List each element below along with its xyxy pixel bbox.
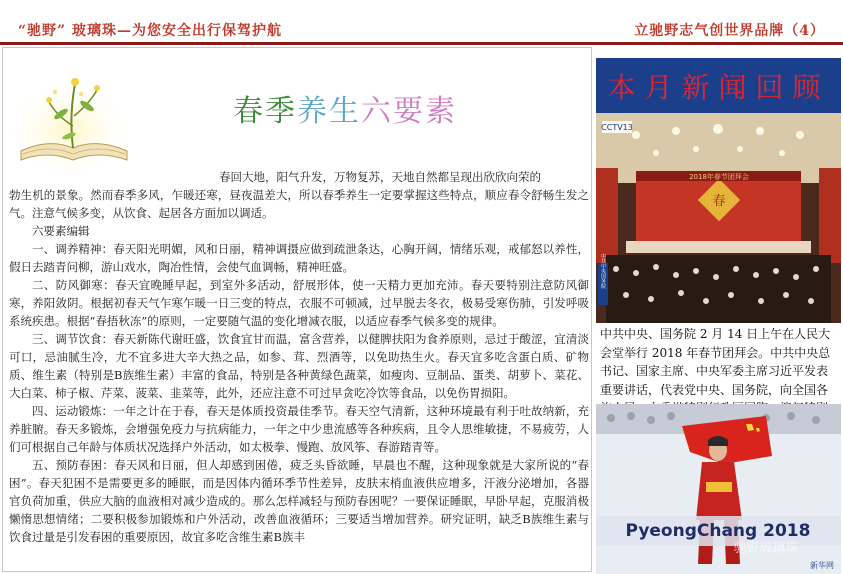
- news-photo-gala: [596, 113, 841, 323]
- article-title: [233, 86, 457, 130]
- section-heading: 六要素编辑: [32, 224, 90, 238]
- stage-banner-text: 2018年春节团拜会: [689, 173, 749, 181]
- article-paragraph: 五、预防春困：春天风和日丽，但人却感到困倦，疲乏头昏欲睡，早晨也不醒，这种现象就是大家所说的“春困”。春天犯困不是需要更多的睡眠，而是因体内循环季节性差异，皮肤末梢血液供应增多，汗液分泌增加，各器官负荷加重，供应大脑的血液相对减少造成的。那么怎样减轻与预防春困呢？一要保证睡眠，早卧早起，克服消极懒惰思想情绪；二要积极参加锻炼和户外活动，改善血液循环；三要适当增加营养。研究证明，缺乏B族维生素与饮食过量是引发春困的重要原因，故宜多吃含维生素B族丰: [9, 458, 589, 544]
- svg-text:春: 春: [712, 194, 726, 209]
- article-column: [2, 47, 592, 572]
- title-part-3: 六要素: [361, 94, 457, 129]
- olympic-scene: [596, 404, 841, 574]
- page-header: [0, 0, 843, 44]
- news-banner-title: 本月新闻回顾: [607, 70, 830, 104]
- article-paragraph: 三、调节饮食：春天新陈代谢旺盛，饮食宜甘而温，富含营养，以健脾扶阳为食养原则，忌过于酸涩，宜清淡可口，忌油腻生冷，尤不宜多进大辛大热之品，如参、茸、烈酒等，以免助热生火。春天宜多吃含蛋白质、矿物质、维生素（特别是B族维生素）丰富的食品，特别是各种黄绿色蔬菜，如瘦肉、豆制品、蛋类、胡萝卜、菜花、大白菜、柿子椒、芹菜、菠菜、韭菜等，此外，还应注意不可过早贪吃冷饮等食品，以免伤胃损阳。: [9, 332, 589, 400]
- header-page-label: 立驰野志气创世界品牌（4）: [634, 23, 825, 39]
- book-plant-illustration: [9, 56, 139, 176]
- article-paragraph: 一、调养精神：春天阳光明媚，风和日丽，精神调摄应做到疏泄条达，心胸开阔，情绪乐观，戒郁怒以养性，假日去踏青问柳，游山戏水，陶冶性情，会使气血调畅，精神旺盛。: [9, 242, 589, 274]
- article-lead: 春回大地，阳气升发，万物复苏，天地自然都呈现出欣欣向荣的: [219, 170, 541, 184]
- title-part-2: 养生: [297, 94, 361, 129]
- cctv-logo: CCTV13: [601, 123, 633, 132]
- header-slogan: “驰野” 玻璃珠—为您安全出行保驾护航: [18, 23, 282, 39]
- article-paragraph: 四、运动锻炼：一年之计在于春，春天是体质投资最佳季节。春天空气清新，这种环境最有利于吐故纳新，充养脏腑。春天多锻炼，会增强免疫力与抗病能力，一年之中少患流感等各种疾病，且令人思维敏捷，不易疲劳，人们可根据自己年龄与体质状况选择户外活动，如太极拳、慢跑、放风筝、春游踏青等。: [9, 404, 589, 454]
- side-label-text: 中共中央国务院: [600, 253, 606, 289]
- article-body: [9, 186, 589, 546]
- gala-scene: [596, 113, 841, 323]
- news-sidebar: [596, 47, 841, 574]
- news-banner: [596, 58, 841, 113]
- article-paragraph: 勃生机的景象。然而春季多风，乍暖还寒，昼夜温差大，所以春季养生一定要掌握这些特点，顺应春令舒畅生发之气。注意气候多变，从饮食、起居各方面加以调适。: [9, 188, 589, 220]
- news-caption: 中共中央、国务院 2 月 14 日上午在人民大会堂举行 2018 年春节团拜会。中共中央总书记、国家主席、中央军委主席习近平发表重要讲话，代表党中央、国务院，向全国各: [600, 327, 831, 397]
- pyeongchang-banner: PyeongChang 2018: [625, 521, 811, 541]
- article-paragraph: 二、防风御寒：春天宜晚睡早起，到室外多活动，舒展形体，使一天精力更加充沛。春天要特别注意防风御寒，养阳敛阴。根据初春天气乍寒乍暖一日三变的特点，衣服不可顿减，过早脱去冬衣，极易受寒伤肺，引发呼吸系统疾患。根据“春捂秋冻”的原则，一定要随气温的变化增减衣服，以适应春季气候多变的规律。: [9, 278, 589, 328]
- news-photo-olympics: [596, 404, 841, 574]
- header-divider: [0, 42, 843, 45]
- title-part-1: 春季: [233, 94, 297, 129]
- watermark-text: 驰野玻璃珠: [733, 541, 799, 556]
- xinhua-logo: 新华网: [810, 561, 834, 570]
